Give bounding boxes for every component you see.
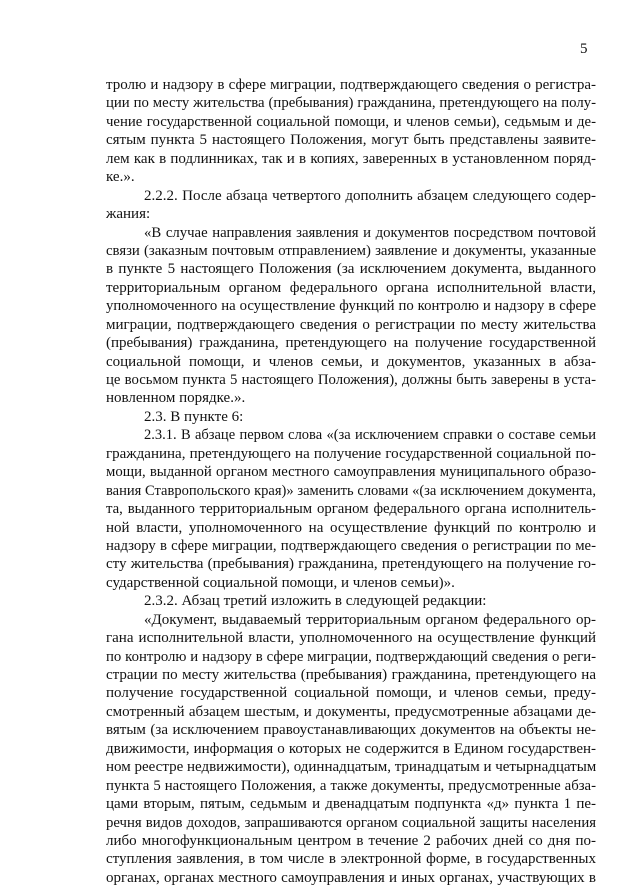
text-line: ступления заявления, в том числе в электронной форме, в государственных: [106, 851, 596, 868]
text-line: ке.».: [106, 169, 135, 186]
text-line: по контролю и надзору в сфере миграции, подтверждающий сведения о реги-: [106, 648, 596, 665]
text-line: ном реестре недвижимости), одиннадцатым, тринадцатым и четырнадцатым: [106, 759, 597, 776]
text-line: в пункте 5 настоящего Положения (за исключением документа, выданного: [106, 261, 596, 278]
text-line: сударственной социальной помощи, и членов семьи)».: [106, 574, 455, 591]
text-line: тролю и надзору в сфере миграции, подтверждающего сведения о регистра-: [106, 77, 596, 93]
text-line: ной власти, уполномоченного на осуществление функций по контролю и: [106, 519, 596, 536]
text-line: 2.3. В пункте 6:: [144, 408, 244, 425]
text-line: миграции, подтверждающего сведения о регистрации по месту жительства: [106, 316, 596, 333]
text-line: движимости, информация о которых не содержится в Едином государствен-: [106, 740, 596, 757]
text-line: 2.3.2. Абзац третий изложить в следующей редакции:: [144, 593, 487, 610]
page-number: 5: [580, 41, 588, 57]
text-line: пункта 5 настоящего Положения, а также документы, предусмотренные абза-: [106, 777, 596, 794]
text-line: ции по месту жительства (пребывания) гражданина, претендующего на полу-: [106, 95, 596, 112]
text-line: це восьмом пункта 5 настоящего Положения), должны быть заверены в уста-: [106, 372, 596, 388]
text-line: уполномоченного на осуществление функций по контролю и надзору в сфере: [106, 298, 596, 315]
text-line: жания:: [106, 206, 151, 223]
text-line: «В случае направления заявления и документов посредством почтовой: [144, 224, 596, 241]
text-line: лем как в подлинниках, так и в копиях, заверенных в установленном поряд-: [106, 150, 596, 167]
text-line: 2.3.1. В абзаце первом слова «(за исключением справки о составе семьи: [144, 427, 596, 444]
text-line: сту жительства (пребывания) гражданина, претендующего на получение го-: [106, 556, 596, 573]
text-line: социальной помощи, и членов семьи, и документов, указанных в абза-: [106, 353, 596, 370]
body-text: [106, 76, 596, 887]
text-line: та, выданного территориальным органом федерального органа исполнитель-: [106, 501, 596, 518]
text-line: вятым (за исключением правоустанавливающих документов на объекты не-: [106, 722, 596, 739]
text-line: гражданина, претендующего на получение государственной социальной по-: [106, 445, 596, 462]
text-line: вания Ставропольского края)» заменить словами «(за исключением документа,: [106, 482, 596, 499]
text-line: надзору в сфере миграции, подтверждающего сведения о регистрации по ме-: [106, 537, 596, 554]
text-line: смотренный абзацем шестым, и документы, предусмотренные абзацами де-: [106, 703, 596, 720]
text-line: сятым пункта 5 настоящего Положения, могут быть представлены заявите-: [106, 132, 596, 149]
text-line: либо многофункциональным центром в течение 2 рабочих дней со дня по-: [106, 832, 596, 849]
text-line: получение государственной социальной помощи, и членов семьи, преду-: [106, 685, 596, 702]
text-line: речня видов доходов, запрашиваются органом социальной защиты населения: [106, 814, 596, 831]
text-line: гана исполнительной власти, уполномоченного на осуществление функций: [106, 630, 596, 647]
text-line: (пребывания) гражданина, претендующего на получение государственной: [106, 335, 596, 352]
text-line: связи (заказным почтовым отправлением) заявление и документы, указанные: [106, 242, 596, 259]
text-line: цами вторым, пятым, седьмым и двенадцатым подпункта «д» пункта 1 пе-: [106, 796, 596, 813]
text-line: 2.2.2. После абзаца четвертого дополнить абзацем следующего содер-: [144, 187, 596, 204]
text-line: территориальным органом федерального органа исполнительной власти,: [106, 279, 596, 296]
text-line: новленном порядке.».: [106, 390, 246, 407]
text-line: «Документ, выдаваемый территориальным органом федерального ор-: [144, 611, 596, 628]
text-line: органах, органах местного самоуправления и иных органах, участвующих в: [106, 869, 596, 886]
text-line: страции по месту жительства (пребывания) гражданина, претендующего на: [106, 667, 596, 683]
text-line: чение государственной социальной помощи, и членов семьи), седьмым и де-: [106, 113, 596, 130]
text-line: мощи, выданной органом местного самоуправления муниципального образо-: [106, 464, 596, 481]
